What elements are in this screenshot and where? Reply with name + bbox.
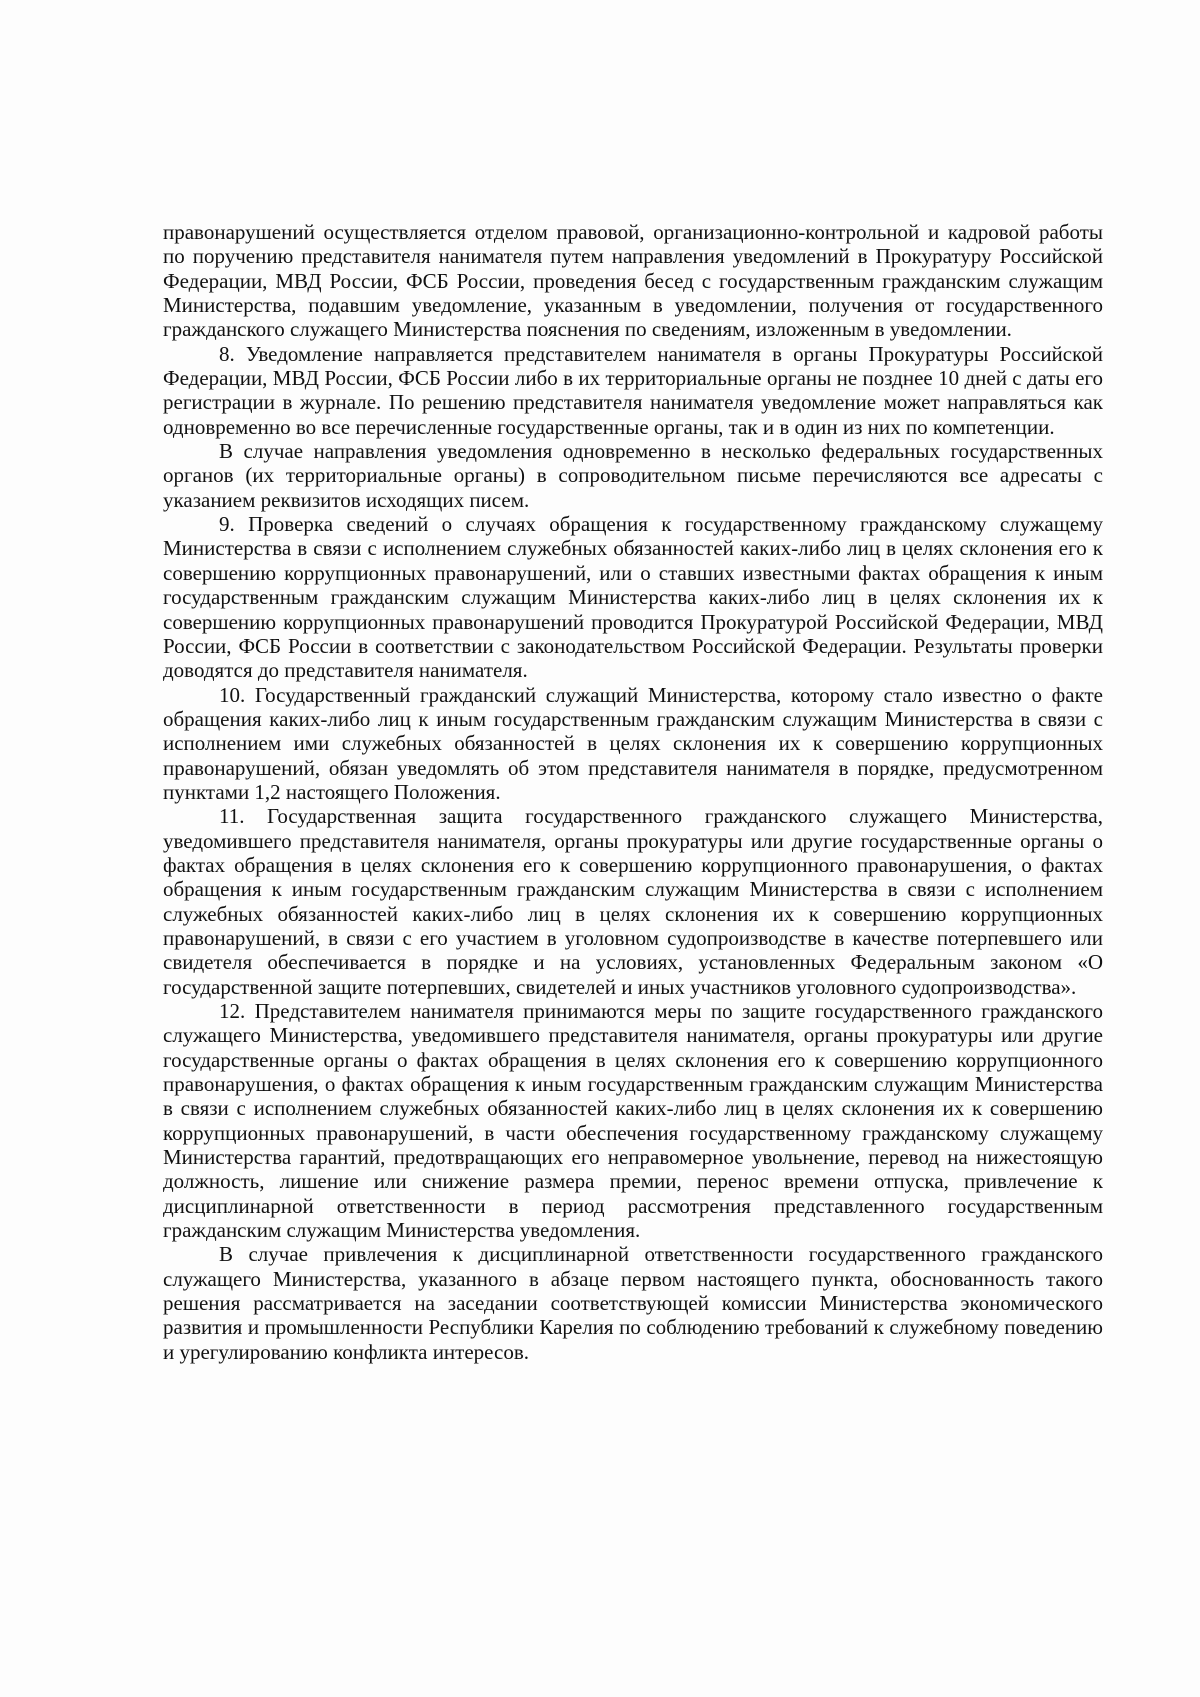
paragraph-item-11: 11. Государственная защита государственного гражданского служащего Министерства, уведомившего представителя нанимателя, органы прокуратуры или другие государственные органы о фактах обращения в целях склонения его к совершению коррупционного правонарушения, о фактах обращения к иным государственным гражданским служащим Министерства в связи с исполнением служебных обязанностей каких-либо лиц в целях склонения их к совершению коррупционных правонарушений, в связи с его участием в уголовном судопроизводстве в качестве потерпевшего или свидетеля обеспечивается в порядке и на условиях, установленных Федеральным законом «О государственной защите потерпевших, свидетелей и иных участников уголовного судопроизводства». [163,804,1103,999]
paragraph-item-8-addendum: В случае направления уведомления одновременно в несколько федеральных государственных органов (их территориальные органы) в сопроводительном письме перечисляются все адресаты с указанием реквизитов исходящих писем. [163,439,1103,512]
document-body [163,220,1103,1364]
paragraph-item-12-addendum: В случае привлечения к дисциплинарной ответственности государственного гражданского служащего Министерства, указанного в абзаце первом настоящего пункта, обоснованность такого решения рассматривается на заседании соответствующей комиссии Министерства экономического развития и промышленности Республики Карелия по соблюдению требований к служебному поведению и урегулированию конфликта интересов. [163,1242,1103,1364]
paragraph-item-8: 8. Уведомление направляется представителем нанимателя в органы Прокуратуры Российской Федерации, МВД России, ФСБ России либо в их территориальные органы не позднее 10 дней с даты его регистрации в журнале. По решению представителя нанимателя уведомление может направляться как одновременно во все перечисленные государственные органы, так и в один из них по компетенции. [163,341,1103,439]
paragraph-continuation: правонарушений осуществляется отделом правовой, организационно-контрольной и кадровой работы по поручению представителя нанимателя путем направления уведомлений в Прокуратуру Российской Федерации, МВД России, ФСБ России, проведения бесед с государственным гражданским служащим Министерства, подавшим уведомление, указанным в уведомлении, получения от государственного гражданского служащего Министерства пояснения по сведениям, изложенным в уведомлении. [163,220,1103,342]
paragraph-item-12: 12. Представителем нанимателя принимаются меры по защите государственного гражданского служащего Министерства, уведомившего представителя нанимателя, органы прокуратуры или другие государственные органы о фактах обращения в целях склонения его к совершению коррупционного правонарушения, о фактах обращения к иным государственным гражданским служащим Министерства в связи с исполнением служебных обязанностей каких-либо лиц в целях склонения их к совершению коррупционных правонарушений, в части обеспечения государственному гражданскому служащему Министерства гарантий, предотвращающих его неправомерное увольнение, перевод на нижестоящую должность, лишение или снижение размера премии, перенос времени отпуска, привлечение к дисциплинарной ответственности в период рассмотрения представленного государственным гражданским служащим Министерства уведомления. [163,999,1103,1243]
paragraph-item-10: 10. Государственный гражданский служащий Министерства, которому стало известно о факте обращения каких-либо лиц к иным государственным гражданским служащим Министерства в связи с исполнением ими служебных обязанностей в целях склонения их к совершению коррупционных правонарушений, обязан уведомлять об этом представителя нанимателя в порядке, предусмотренном пунктами 1,2 настоящего Положения. [163,682,1103,804]
paragraph-item-9: 9. Проверка сведений о случаях обращения к государственному гражданскому служащему Министерства в связи с исполнением служебных обязанностей каких-либо лиц в целях склонения его к совершению коррупционных правонарушений, или о ставших известными фактах обращения к иным государственным гражданским служащим Министерства каких-либо лиц в целях склонения их к совершению коррупционных правонарушений проводится Прокуратурой Российской Федерации, МВД России, ФСБ России в соответствии с законодательством Российской Федерации. Результаты проверки доводятся до представителя нанимателя. [163,512,1103,683]
